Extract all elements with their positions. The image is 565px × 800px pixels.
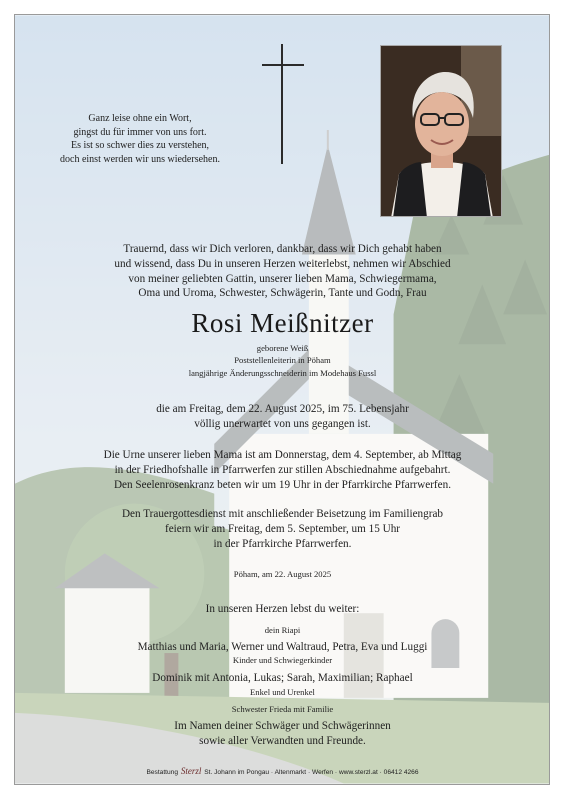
children-line: Matthias und Maria, Werner und Waltraud, Petra, Eva und Luggi — [137, 641, 428, 653]
occupation: Poststellenleiterin in Pöham — [234, 355, 331, 366]
deceased-details — [0, 342, 565, 379]
mourners-heading: In unseren Herzen lebst du weiter: — [205, 603, 360, 615]
death-line: die am Freitag, dem 22. August 2025, im 75. Lebensjahr — [156, 403, 409, 415]
service-line: Den Trauergottesdienst mit anschließender Beisetzung im Familiengrab — [121, 508, 444, 520]
service-line: feiern wir am Freitag, dem 5. September, um 15 Uhr — [164, 522, 401, 535]
portrait-photo — [380, 45, 502, 217]
grandchildren-line: Dominik mit Antonia, Lukas; Sarah, Maximilian; Raphael — [152, 672, 413, 684]
place-date: Pöham, am 22. August 2025 — [233, 569, 332, 579]
death-line: völlig unerwartet von uns gegangen ist. — [194, 417, 371, 430]
grandchildren-label: Enkel und Urenkel — [250, 687, 315, 697]
farewell-line: in der Friedhofshalle in Pfarrwerfen zur stillen Abschiednahme aufgebahrt. — [114, 463, 451, 476]
poem-line: Es ist so schwer dies zu verstehen, — [70, 140, 210, 152]
closing-line: sowie aller Verwandten und Freunde. — [199, 734, 366, 747]
poem-line: Ganz leise ohne ein Wort, — [88, 113, 192, 124]
footer — [0, 766, 565, 776]
service-line: in der Pfarrkirche Pfarrwerfen. — [213, 537, 352, 550]
poem-line: doch einst werden wir uns wiedersehen. — [60, 153, 220, 165]
sister-line: Schwester Frieda mit Familie — [231, 704, 334, 714]
deceased-name: Rosi Meißnitzer — [191, 308, 374, 338]
cross-icon — [281, 44, 283, 164]
funeral-home-logo: Sterzl — [180, 766, 202, 776]
footer-contact: St. Johann im Pongau · Altenmarkt · Werfen · www.sterzl.at · 06412 4266 — [204, 769, 419, 776]
husband-line: dein Riapi — [264, 625, 301, 635]
intro-text — [0, 242, 565, 301]
closing-line: Im Namen deiner Schwäger und Schwägerinnen — [174, 720, 391, 732]
intro-line: und wissend, dass Du in unseren Herzen weiterlebst, nehmen wir Abschied — [114, 257, 451, 270]
poem-line: gingst du für immer von uns fort. — [73, 126, 207, 138]
occupation-2: langjährige Änderungsschneiderin im Modehaus Fussl — [188, 367, 377, 378]
intro-line: Oma und Uroma, Schwester, Schwägerin, Tante und Godn, Frau — [138, 287, 427, 300]
death-text — [0, 402, 565, 432]
farewell-text — [0, 448, 565, 492]
service-text — [0, 507, 565, 551]
maiden-name: geborene Weiß — [256, 343, 309, 353]
footer-prefix: Bestattung — [146, 769, 179, 776]
closing-text — [0, 719, 565, 749]
farewell-line: Die Urne unserer lieben Mama ist am Donnerstag, dem 4. September, ab Mittag — [103, 449, 462, 461]
poem — [40, 112, 240, 166]
children-label: Kinder und Schwiegerkinder — [232, 655, 333, 665]
intro-line: von meiner geliebten Gattin, unserer lieben Mama, Schwiegermama, — [128, 272, 437, 285]
cross-icon-bar — [262, 64, 304, 66]
farewell-line: Den Seelenrosenkranz beten wir um 19 Uhr in der Pfarrkirche Pfarrwerfen. — [113, 478, 452, 491]
intro-line: Trauernd, dass wir Dich verloren, dankbar, dass wir Dich gehabt haben — [123, 243, 442, 255]
